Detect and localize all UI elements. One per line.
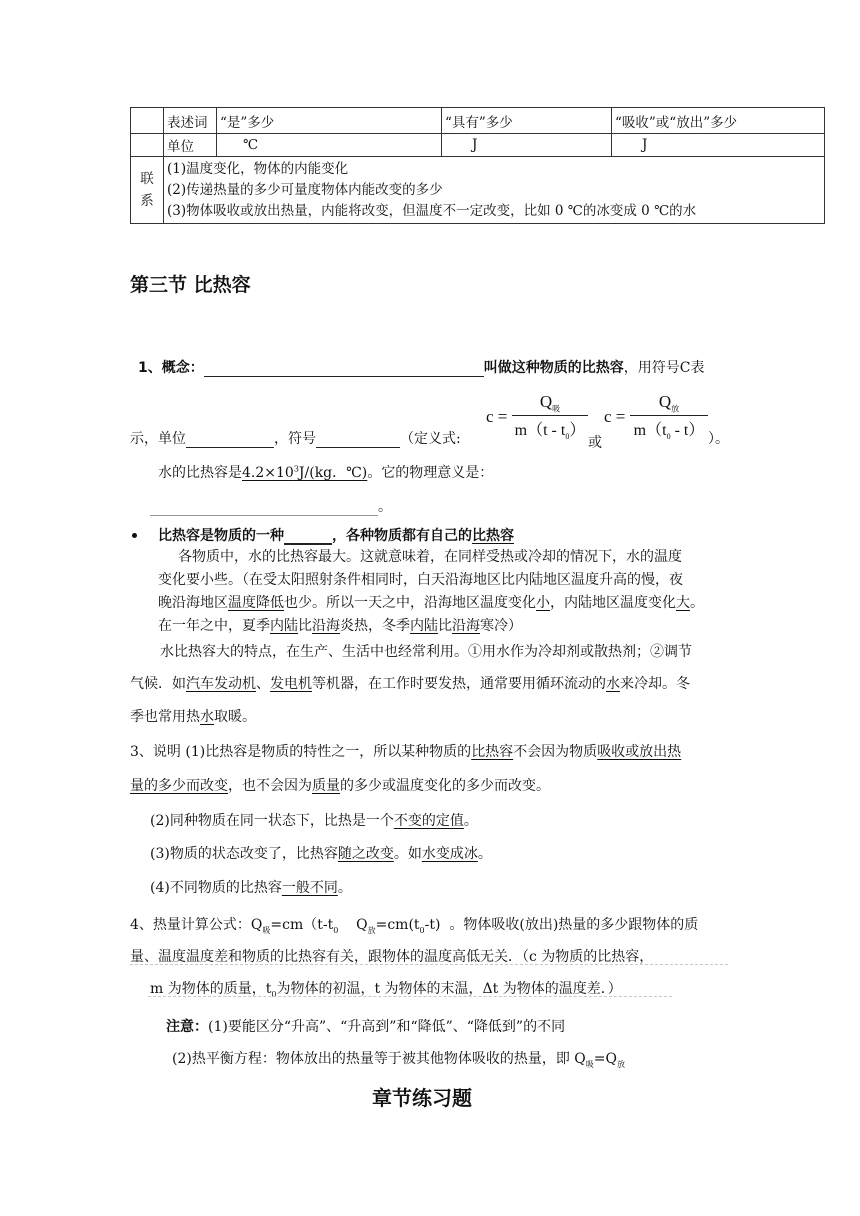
bullet-dot [132,533,137,538]
bullet-item: 比热容是物质的一种 ，各种物质都有自己的比热容 [158,528,514,544]
note3-line-1: 3、说明 (1)比热容是物质的特性之一，所以某种物质的比热容不会因为物质吸收或放出热 [130,744,682,760]
formula-2 [630,392,708,442]
note4-line-3: m 为物体的质量，$t_0$为物体的初温，t 为物体的末温，Δt 为物体的温度差．） [150,981,622,999]
table-cell: J [442,134,612,157]
para1-line-2: 变化要小些。（在受太阳照射条件相同时，白天沿海地区比内陆地区温度升高的慢，夜 [158,572,683,588]
section-title: 第三节 比热容 [130,274,251,296]
table-cell: J [612,134,825,157]
table-cell: ℃ [217,134,442,157]
link-item: (2)传递热量的多少可量度物体内能改变的多少 [167,182,443,198]
attention-line-1: 注意：(1)要能区分“升高”、“升高到”和“降低”、“降低到”的不同 [166,1019,566,1035]
note3-item-4: (4)不同物质的比热容一般不同。 [150,880,352,896]
link-item: (1)温度变化，物体的内能变化 [167,161,349,177]
concept-line-1: 1、概念： 叫做这种物质的比热容，用符号C表 [138,360,705,376]
meaning-line: 。 [150,496,392,516]
comparison-table [130,107,825,224]
note3-line-2: 量的多少而改变，也不会因为质量的多少或温度变化的多少而改变。 [130,778,550,794]
table-row [131,157,825,224]
formula-1-lhs: c = [486,407,508,426]
table-cell: “吸收”或“放出”多少 [612,108,825,134]
table-cell: “具有”多少 [442,108,612,134]
concept-blank [204,362,484,377]
note3-item-3: (3)物质的状态改变了，比热容随之改变。如水变成冰。 [150,846,492,862]
para2-line-3: 季也常用热水取暖。 [130,709,256,725]
unit-blank [186,433,274,448]
table-cell-empty [131,134,164,157]
dashed-underline [148,996,672,997]
table-row [131,108,825,134]
table-cell: “是”多少 [217,108,442,134]
close-paren: ）。 [708,431,729,447]
formula-1-denominator: $m(t - t_0)$ [514,422,586,442]
note4-line-2: 量、温度温度差和物质的比热容有关，跟物体的温度高低无关．（c 为物质的比热容， [130,949,654,965]
dashed-underline [130,964,728,965]
fraction-bar [512,415,588,416]
or-text: 或 [588,435,602,451]
para2-line-1: 水比热容大的特点，在生产、生活中也经常利用。①用水作为冷却剂或散热剂；②调节 [160,644,692,660]
formula-2-denominator: $m(t_0 - t)$ [633,422,705,442]
formula-2-numerator: $Q_放$ [658,392,680,414]
water-value: $4.2\times 10^3J/(kg$．℃) [242,464,368,481]
para1-line-1: 各物质中，水的比热容最大。这就意味着，在同样受热或冷却的情况下，水的温度 [178,549,682,565]
attention-line-2: (2)热平衡方程：物体放出的热量等于被其他物体吸收的热量，即 $Q_吸=Q_放$ [172,1051,625,1069]
formula-2-lhs: c = [604,407,626,426]
note3-item-2: (2)同种物质在同一状态下，比热是一个不变的定值。 [150,813,478,829]
meaning-blank [150,501,378,516]
table-row [131,134,825,157]
table-cell [164,157,825,224]
table-cell-empty [131,108,164,134]
fraction-bar [630,415,708,416]
bullet-blank [284,529,332,545]
note4-line-1: 4、热量计算公式：$Q_吸=cm(t-t_0$ $Q_放=cm(t_0-t)$ 。物体吸收(放出)热量的多少跟物体的质 [130,917,699,935]
table-row-label: 表述词 [164,108,217,134]
para1-line-3: 晚沿海地区温度降低也少。所以一天之中，沿海地区温度变化小，内陆地区温度变化大。 [158,595,704,611]
para2-line-2: 气候．如汽车发动机、发电机等机器，在工作时要发热，通常要用循环流动的水来冷却。冬 [130,676,690,692]
concept-line-2: 示，单位 ，符号 （定义式: [130,431,461,447]
formula-1 [512,392,588,442]
table-row-label: 联 系 [131,157,164,224]
para1-line-4: 在一年之中，夏季内陆比沿海炎热，冬季内陆比沿海寒冷） [158,618,522,634]
link-item: (3)物体吸收或放出热量，内能将改变，但温度不一定改变，比如 0 ℃的冰变成 0 ℃的水 [167,203,697,219]
formula-1-numerator: $Q_吸$ [539,392,561,414]
chapter-title: 章节练习题 [372,1086,472,1110]
water-line: 水的比热容是$4.2\times 10^3J/(kg$．℃)。它的物理意义是： [158,464,494,481]
symbol-blank [316,433,400,448]
table-row-label: 单位 [164,134,217,157]
